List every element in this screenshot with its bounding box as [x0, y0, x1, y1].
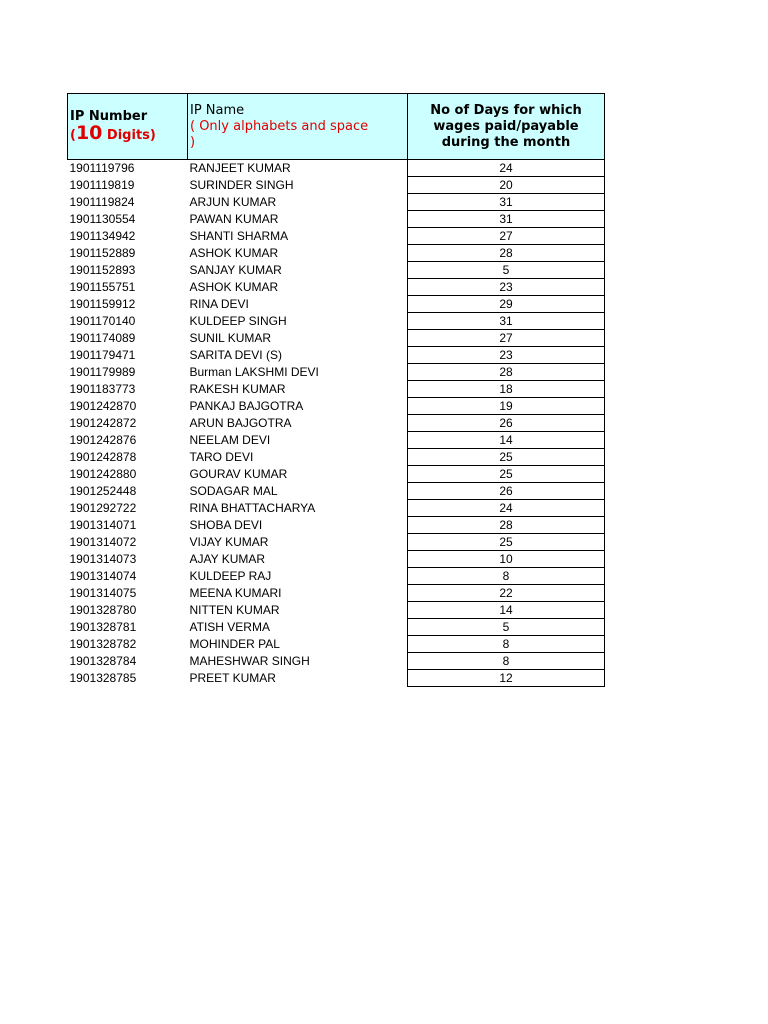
table-row [68, 415, 605, 432]
days-cell[interactable]: 8 [408, 636, 605, 653]
table-row [68, 602, 605, 619]
days-cell[interactable]: 18 [408, 381, 605, 398]
ip-name-cell[interactable]: ASHOK KUMAR [189, 280, 279, 294]
header-ip-open-paren: ( [70, 128, 76, 143]
table-row [68, 551, 605, 568]
table-row [68, 245, 605, 262]
table-row [68, 313, 605, 330]
days-cell[interactable]: 8 [408, 653, 605, 670]
ip-name-cell[interactable]: RANJEET KUMAR [189, 161, 291, 176]
ip-name-cell[interactable]: VIJAY KUMAR [189, 535, 269, 549]
ip-number-cell[interactable]: 1901170140 [69, 314, 136, 328]
table-row [68, 381, 605, 398]
days-cell[interactable]: 28 [408, 364, 605, 381]
ip-number-cell[interactable]: 1901134942 [69, 229, 136, 243]
ip-number-cell[interactable]: 1901328785 [69, 671, 137, 685]
ip-name-cell[interactable]: SUNIL KUMAR [189, 331, 272, 345]
ip-number-cell[interactable]: 1901183773 [69, 382, 136, 396]
days-cell[interactable]: 8 [408, 568, 605, 585]
ip-name-cell[interactable]: RINA BHATTACHARYA [189, 501, 316, 515]
header-ip-name-title: IP Name [190, 102, 245, 118]
ip-number-cell[interactable]: 1901292722 [69, 501, 137, 515]
ip-name-cell[interactable]: RINA DEVI [189, 297, 249, 311]
ip-name-cell[interactable]: KULDEEP RAJ [189, 569, 272, 583]
ip-name-cell[interactable]: ARUN BAJGOTRA [189, 416, 292, 430]
days-cell[interactable]: 25 [408, 534, 605, 551]
header-ip-number-title: IP Number [70, 109, 148, 124]
header-ip-number-hint [70, 122, 185, 144]
ip-name-cell[interactable]: MEENA KUMARI [189, 586, 282, 600]
table-row [68, 517, 605, 534]
days-cell[interactable]: 23 [408, 279, 605, 296]
ip-number-cell[interactable]: 1901159912 [69, 297, 136, 311]
days-cell[interactable]: 10 [408, 551, 605, 568]
days-cell[interactable]: 19 [408, 398, 605, 415]
ip-number-cell[interactable]: 1901152889 [69, 246, 136, 260]
ip-number-cell[interactable]: 1901119824 [69, 195, 135, 209]
table-row [68, 398, 605, 415]
days-cell[interactable]: 12 [408, 670, 605, 687]
ip-name-cell[interactable]: SURINDER SINGH [189, 178, 294, 192]
table-row [68, 449, 605, 466]
table-row [68, 432, 605, 449]
ip-name-cell[interactable]: SODAGAR MAL [189, 484, 278, 498]
ip-number-cell[interactable]: 1901242870 [69, 399, 137, 413]
header-ip-name[interactable] [188, 94, 408, 160]
days-cell[interactable]: 28 [408, 245, 605, 262]
ip-number-cell[interactable]: 1901179471 [69, 348, 136, 362]
ip-name-cell[interactable]: NITTEN KUMAR [189, 603, 280, 617]
table-row [68, 653, 605, 670]
ip-number-cell[interactable]: 1901328780 [69, 603, 137, 617]
ip-number-cell[interactable]: 1901242878 [69, 450, 137, 464]
ip-name-cell[interactable]: SARITA DEVI (S) [189, 348, 282, 362]
ip-number-cell[interactable]: 1901242880 [69, 467, 137, 481]
header-ip-number[interactable] [68, 94, 188, 160]
ip-name-cell[interactable]: ASHOK KUMAR [189, 246, 279, 260]
ip-number-cell[interactable]: 1901252448 [69, 484, 137, 498]
table-row [68, 500, 605, 517]
table-row [68, 279, 605, 296]
days-cell[interactable]: 27 [408, 228, 605, 245]
header-ip-name-hint-close: ) [190, 134, 196, 150]
header-days-line-1: No of Days for which [430, 102, 582, 118]
ip-number-cell[interactable]: 1901328781 [69, 620, 137, 634]
header-ip-digit-unit: Digits) [102, 128, 156, 143]
table-row [68, 483, 605, 500]
table-row [68, 568, 605, 585]
ip-name-cell[interactable]: MAHESHWAR SINGH [189, 654, 310, 668]
ip-name-cell[interactable]: PANKAJ BAJGOTRA [189, 399, 304, 413]
days-cell[interactable]: 24 [408, 500, 605, 517]
days-cell[interactable]: 31 [408, 313, 605, 330]
ip-name-cell[interactable]: TARO DEVI [189, 450, 254, 464]
header-ip-name-hint: ( Only alphabets and space [190, 118, 369, 134]
ip-number-cell[interactable]: 1901328784 [69, 654, 137, 668]
ip-number-cell[interactable]: 1901314074 [69, 569, 137, 583]
ip-name-cell[interactable]: PREET KUMAR [189, 671, 276, 685]
header-days-line-3: during the month [441, 134, 571, 150]
table-row [68, 585, 605, 602]
table-body [68, 160, 605, 687]
ip-number-cell[interactable]: 1901314072 [69, 535, 137, 549]
days-cell[interactable]: 22 [408, 585, 605, 602]
ip-name-cell[interactable]: SHOBA DEVI [189, 518, 263, 532]
days-cell[interactable]: 29 [408, 296, 605, 313]
table-row [68, 160, 605, 177]
days-cell[interactable]: 5 [408, 619, 605, 636]
ip-name-cell[interactable]: SHANTI SHARMA [189, 229, 289, 243]
table-row [68, 296, 605, 313]
table-row [68, 262, 605, 279]
header-days-line-2: wages paid/payable [433, 118, 579, 134]
days-cell[interactable]: 23 [408, 347, 605, 364]
header-ip-digit-count: 10 [75, 122, 103, 144]
wages-table [67, 93, 605, 687]
table-row [68, 177, 605, 194]
ip-name-cell[interactable]: Burman LAKSHMI DEVI [189, 365, 319, 379]
table-row [68, 330, 605, 347]
ip-name-cell[interactable]: ARJUN KUMAR [189, 195, 277, 209]
ip-name-cell[interactable]: GOURAV KUMAR [189, 467, 288, 481]
days-cell[interactable]: 20 [408, 177, 605, 194]
ip-name-cell[interactable]: NEELAM DEVI [189, 433, 271, 447]
days-cell[interactable]: 31 [408, 211, 605, 228]
ip-number-cell[interactable]: 1901328782 [69, 637, 137, 651]
ip-number-cell[interactable]: 1901314073 [69, 552, 137, 566]
ip-name-cell[interactable]: AJAY KUMAR [189, 552, 266, 566]
ip-name-cell[interactable]: MOHINDER PAL [189, 637, 280, 651]
days-cell[interactable]: 5 [408, 262, 605, 279]
ip-number-cell[interactable]: 1901242872 [69, 416, 137, 430]
table-row [68, 466, 605, 483]
ip-name-cell[interactable]: ATISH VERMA [189, 620, 270, 634]
table-row [68, 534, 605, 551]
days-cell[interactable]: 25 [408, 466, 605, 483]
header-row [68, 94, 605, 160]
days-cell[interactable]: 26 [408, 415, 605, 432]
days-cell[interactable]: 24 [408, 160, 605, 177]
table-row [68, 347, 605, 364]
table-row [68, 670, 605, 687]
ip-number-cell[interactable]: 1901119796 [69, 161, 135, 176]
days-cell[interactable]: 14 [408, 432, 605, 449]
ip-name-cell[interactable]: RAKESH KUMAR [189, 382, 286, 396]
header-days-paid[interactable] [408, 94, 605, 160]
ip-number-cell[interactable]: 1901174089 [69, 331, 136, 345]
ip-number-cell[interactable]: 1901179989 [69, 365, 136, 379]
ip-number-cell[interactable]: 1901130554 [69, 212, 136, 226]
ip-number-cell[interactable]: 1901152893 [69, 263, 136, 277]
table-row [68, 619, 605, 636]
ip-name-cell[interactable]: PAWAN KUMAR [189, 212, 279, 226]
days-cell[interactable]: 31 [408, 194, 605, 211]
ip-name-cell[interactable]: SANJAY KUMAR [189, 263, 282, 277]
table-row [68, 194, 605, 211]
days-cell[interactable]: 26 [408, 483, 605, 500]
ip-number-cell[interactable]: 1901314075 [69, 586, 137, 600]
table-row [68, 636, 605, 653]
days-cell[interactable]: 25 [408, 449, 605, 466]
ip-name-cell[interactable]: KULDEEP SINGH [189, 314, 287, 328]
table-row [68, 211, 605, 228]
days-cell[interactable]: 28 [408, 517, 605, 534]
ip-number-cell[interactable]: 1901242876 [69, 433, 137, 447]
table-row [68, 364, 605, 381]
ip-number-cell[interactable]: 1901314071 [69, 518, 137, 532]
ip-number-cell[interactable]: 1901155751 [69, 280, 136, 294]
days-cell[interactable]: 27 [408, 330, 605, 347]
days-cell[interactable]: 14 [408, 602, 605, 619]
table-row [68, 228, 605, 245]
ip-number-cell[interactable]: 1901119819 [69, 178, 135, 192]
